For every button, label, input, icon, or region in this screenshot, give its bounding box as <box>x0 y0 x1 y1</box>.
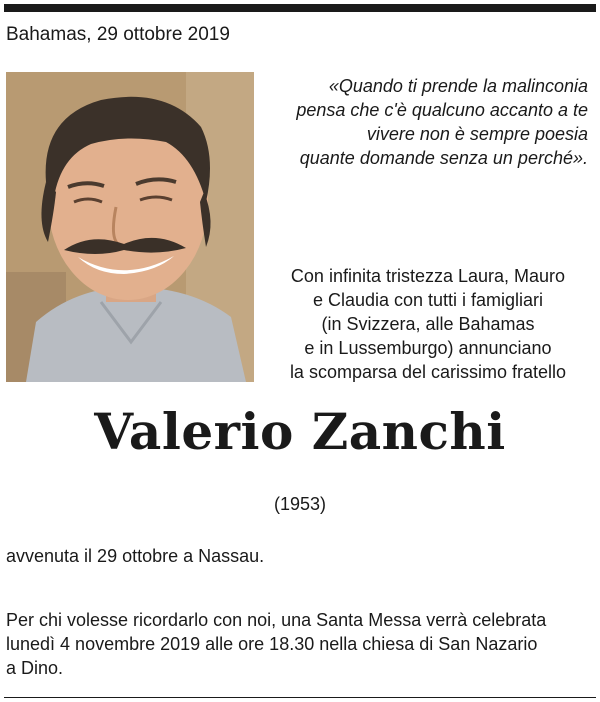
announcement-line: e in Lussemburgo) annunciano <box>304 338 552 358</box>
announcement-line: e Claudia con tutti i famigliari <box>312 290 544 310</box>
quote-line: «Quando ti prende la malinconia <box>328 76 588 96</box>
bottom-rule <box>4 697 596 698</box>
announcement-line: Con infinita tristezza Laura, Mauro <box>290 266 566 286</box>
announcement-line: (in Svizzera, alle Bahamas <box>321 314 535 334</box>
mass-notice <box>6 608 596 680</box>
mass-notice-line: lunedì 4 novembre 2019 alle ore 18.30 nella chiesa di San Nazario <box>6 634 538 654</box>
top-rule <box>4 4 596 12</box>
passing-note: avvenuta il 29 ottobre a Nassau. <box>6 546 265 566</box>
deceased-name: Valerio Zanchi <box>94 402 506 461</box>
dateline: Bahamas, 29 ottobre 2019 <box>6 24 230 45</box>
memorial-quote <box>262 74 588 170</box>
quote-line: pensa che c'è qualcuno accanto a te <box>296 100 588 120</box>
family-announcement <box>262 264 594 384</box>
quote-line: vivere non è sempre poesia <box>366 124 588 144</box>
mass-notice-line: Per chi volesse ricordarlo con noi, una Santa Messa verrà celebrata <box>6 610 547 630</box>
quote-line: quante domande senza un perché». <box>299 148 588 168</box>
mass-notice-line: a Dino. <box>6 658 64 678</box>
birth-year: (1953) <box>273 494 327 514</box>
announcement-line: la scomparsa del carissimo fratello <box>289 362 567 382</box>
portrait-photo <box>6 72 254 382</box>
